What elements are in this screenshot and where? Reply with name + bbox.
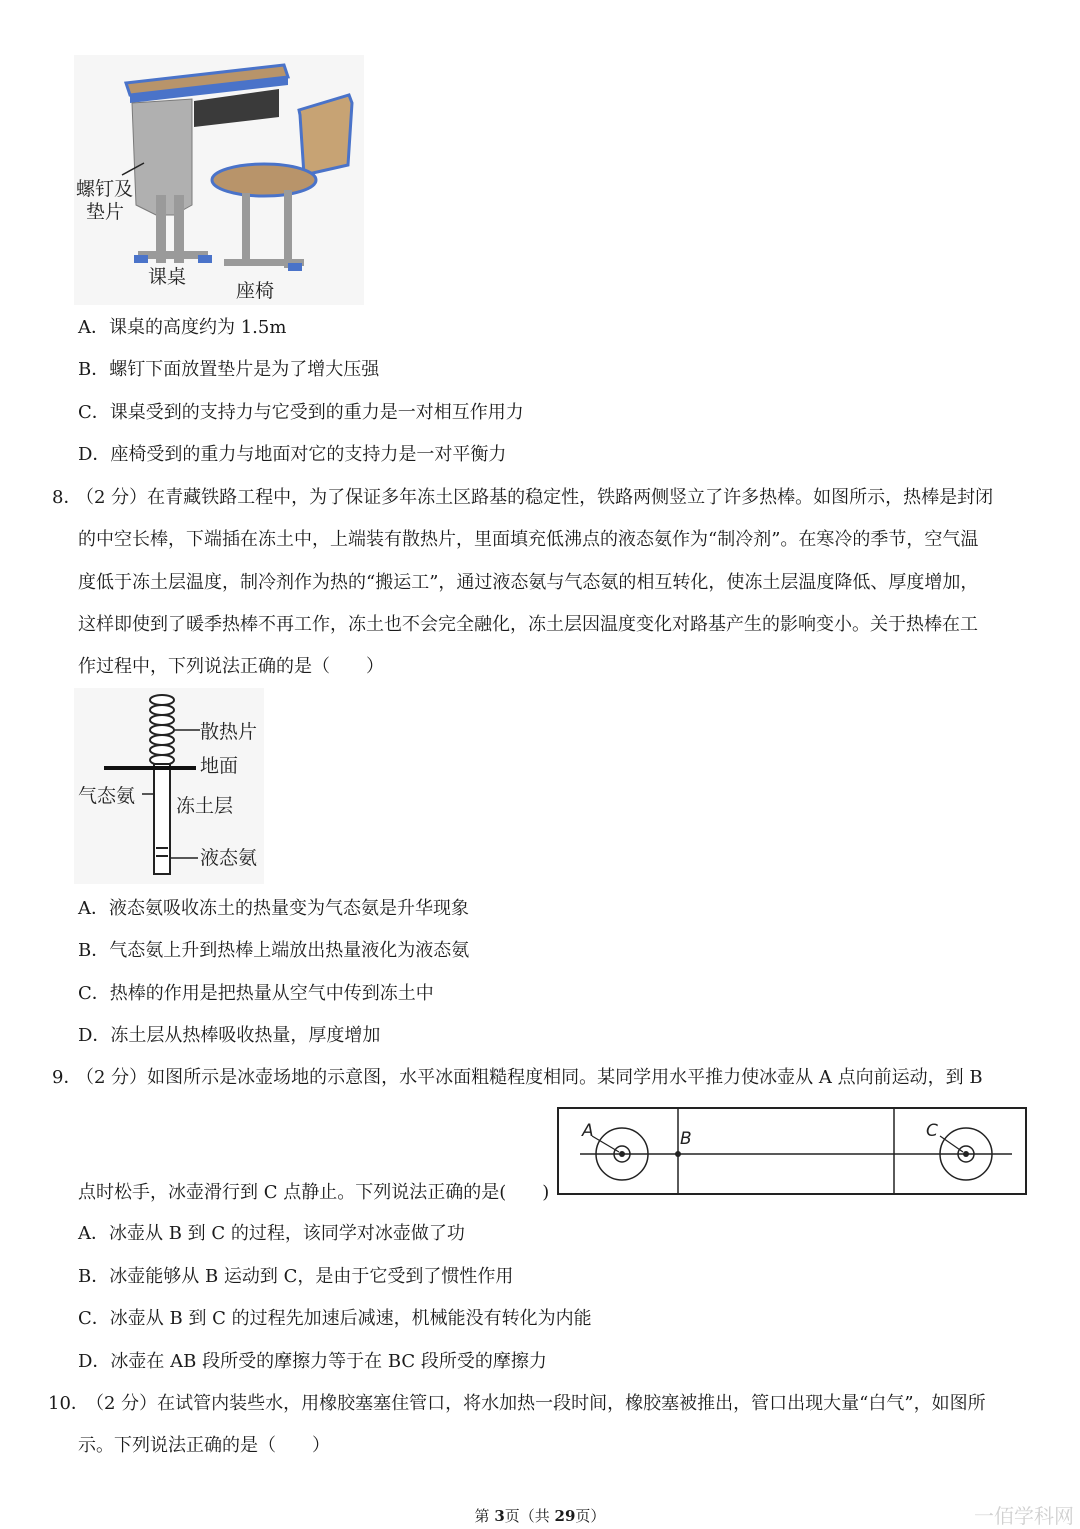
q7-option-d: D．座椅受到的重力与地面对它的支持力是一对平衡力 [78, 444, 507, 465]
q8-option-b: B．气态氨上升到热棒上端放出热量液化为液态氨 [78, 940, 470, 961]
liquid-ammonia-label: 液态氨 [200, 847, 258, 869]
chair-label: 座椅 [236, 280, 275, 302]
q8-option-c: C．热棒的作用是把热量从空气中传到冻土中 [78, 983, 434, 1004]
q9-stem-line-1: （2 分）如图所示是冰壶场地的示意图，水平冰面粗糙程度相同。某同学用水平推力使冰壶从 A 点向前运动，到 B [76, 1067, 983, 1088]
q9-stem-line-2: 点时松手，冰壶滑行到 C 点静止。下列说法正确的是( ) [78, 1182, 550, 1203]
point-c-label: C [926, 1121, 938, 1141]
q9-option-c: C．冰壶从 B 到 C 的过程先加速后减速，机械能没有转化为内能 [78, 1308, 592, 1329]
footer-page-number: 3 [494, 1507, 505, 1525]
point-b-label: B [680, 1129, 692, 1149]
q7-option-c: C．课桌受到的支持力与它受到的重力是一对相互作用力 [78, 402, 524, 423]
q7-option-b: B．螺钉下面放置垫片是为了增大压强 [78, 359, 380, 380]
frozen-soil-label: 冻土层 [176, 795, 234, 817]
q8-stem-line-2: 的中空长棒，下端插在冻土中，上端装有散热片，里面填充低沸点的液态氨作为“制冷剂”。在寒冷的季节，空气温 [78, 529, 979, 550]
point-a-label: A [582, 1121, 594, 1141]
watermark: 一佰学科网 [974, 1504, 1074, 1528]
fins-label: 散热片 [200, 721, 258, 743]
q9-number: 9． [52, 1067, 82, 1088]
q8-stem-line-5: 作过程中，下列说法正确的是（ ） [78, 656, 384, 677]
screw-washer-label-2: 垫片 [86, 201, 125, 223]
curling-rink-figure [556, 1106, 1030, 1198]
footer-prefix: 第 [474, 1507, 495, 1525]
q10-stem-line-1: （2 分）在试管内装些水，用橡胶塞塞住管口，将水加热一段时间，橡胶塞被推出，管口出现大量“白气”，如图所 [86, 1393, 986, 1414]
q8-option-a: A．液态氨吸收冻土的热量变为气态氨是升华现象 [78, 898, 469, 919]
desk-label: 课桌 [148, 266, 187, 288]
q8-option-d: D．冻土层从热棒吸收热量，厚度增加 [78, 1025, 381, 1046]
q8-stem-line-4: 这样即使到了暖季热棒不再工作，冻土也不会完全融化，冻土层因温度变化对路基产生的影响变小。关于热棒在工 [78, 614, 978, 635]
q8-number: 8． [52, 487, 82, 508]
gas-ammonia-label: 气态氨 [78, 785, 136, 807]
q9-option-d: D．冰壶在 AB 段所受的摩擦力等于在 BC 段所受的摩擦力 [78, 1351, 547, 1372]
screw-washer-label-1: 螺钉及 [76, 178, 134, 200]
heat-rod-figure [74, 688, 264, 884]
footer-suffix: 页） [575, 1507, 606, 1525]
q10-number: 10． [48, 1393, 89, 1414]
desk-chair-figure [74, 55, 364, 305]
footer-total-pages: 29 [554, 1507, 576, 1525]
q8-stem-line-1: （2 分）在青藏铁路工程中，为了保证多年冻土区路基的稳定性，铁路两侧竖立了许多热棒。如图所示，热棒是封闭 [76, 487, 994, 508]
q9-option-b: B．冰壶能够从 B 运动到 C，是由于它受到了惯性作用 [78, 1266, 514, 1287]
page-footer [0, 1506, 1080, 1526]
q7-option-a: A．课桌的高度约为 1.5m [78, 317, 287, 338]
q8-stem-line-3: 度低于冻土层温度，制冷剂作为热的“搬运工”，通过液态氨与气态氨的相互转化，使冻土层温度降低、厚度增加， [78, 572, 979, 593]
ground-label: 地面 [200, 755, 239, 777]
q10-stem-line-2: 示。下列说法正确的是（ ） [78, 1435, 330, 1456]
footer-mid: 页（共 [504, 1507, 555, 1525]
q9-option-a: A．冰壶从 B 到 C 的过程，该同学对冰壶做了功 [78, 1223, 465, 1244]
